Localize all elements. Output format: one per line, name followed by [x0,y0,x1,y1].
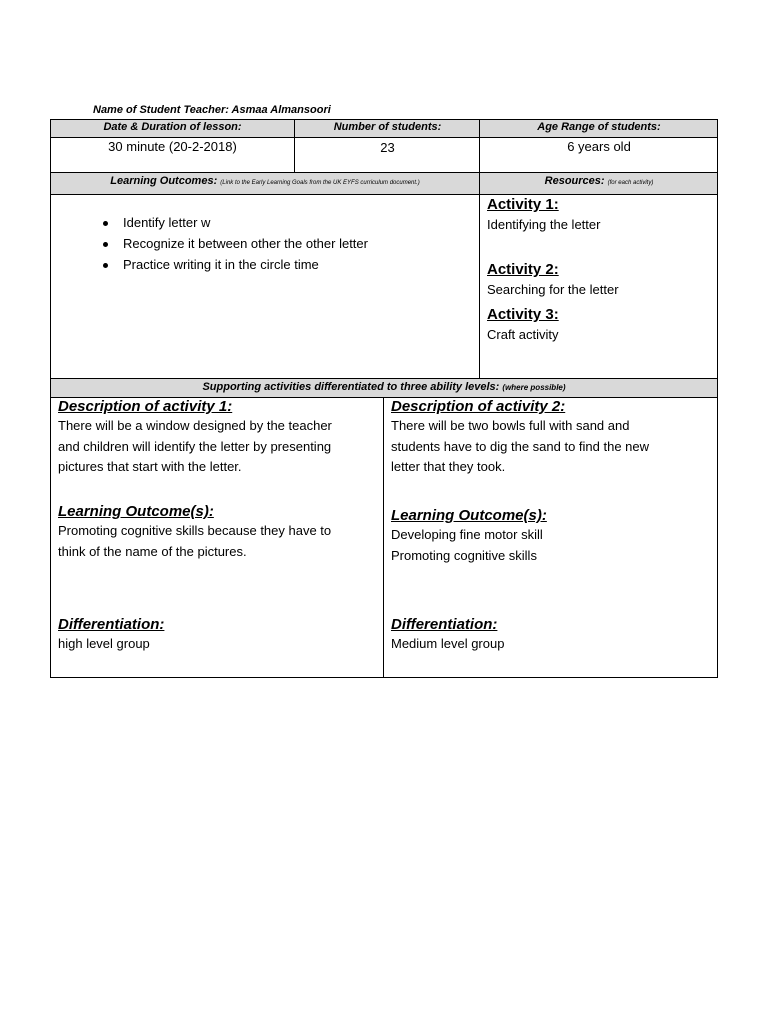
number-students-value: 23 [380,140,395,155]
activity-1-differentiation-title: Differentiation: [58,616,165,633]
activity-1-outcome-panel [58,503,380,562]
learning-outcomes-header [50,173,480,194]
outcome-item: Practice writing it in the circle time [100,254,470,275]
age-range-value: 6 years old [567,139,631,154]
activity-2-description [391,416,713,478]
resources-header [480,173,718,194]
column-divider [479,119,480,379]
table-border-bottom [50,677,718,678]
row-divider [50,378,718,379]
activity-2-differentiation-title: Differentiation: [391,616,498,633]
resource-activity-desc: Searching for the letter [487,282,619,297]
activity-1-description [58,416,380,478]
activity-2-outcome-panel [391,507,713,566]
resource-activity-1 [487,196,600,232]
date-duration-value: 30 minute (20-2-2018) [108,139,237,154]
activity-2-description-line: letter that they took. [391,459,506,474]
activity-1-panel [58,398,380,478]
outcome-item: Identify letter w [100,212,470,233]
table-border-right [717,119,718,678]
age-range-header [480,119,718,137]
activity-1-description-line: and children will identify the letter by presenting [58,438,332,454]
row-divider [50,137,718,138]
outcome-item: Recognize it between other the other letter [100,233,470,254]
row-divider [50,194,718,195]
resources-note: (for each activity) [607,180,654,186]
resource-activity-title: Activity 3: [487,306,559,323]
activity-1-description-line: pictures that start with the letter. [58,459,242,474]
date-duration-header [50,119,295,137]
activity-1-description-line: There will be a window designed by the teacher [58,418,332,433]
age-range-label: Age Range of students: [537,121,661,133]
resource-activity-title: Activity 1: [487,196,559,213]
resource-activity-desc: Craft activity [487,327,559,342]
activity-2-differentiation-panel [391,616,713,655]
supporting-activities-note: (where possible) [502,383,566,392]
activity-1-differentiation: high level group [58,636,150,651]
table-border-left [50,119,51,678]
column-divider [383,397,384,678]
resource-activity-3 [487,306,559,342]
learning-outcomes-note: (Link to the Early Learning Goals from the UK EYFS curriculum document.) [220,180,420,186]
table-border-top [50,119,718,120]
column-divider [294,119,295,173]
activity-2-description-line: There will be two bowls full with sand and [391,418,630,433]
learning-outcomes-label: Learning Outcomes: [110,175,218,187]
activity-1-outcome-title: Learning Outcome(s): [58,503,214,520]
activity-2-panel [391,398,713,478]
learning-outcomes-list [100,212,470,275]
activity-1-outcome [58,521,380,562]
activity-2-differentiation: Medium level group [391,636,505,651]
resource-activity-2 [487,261,619,297]
date-duration-label: Date & Duration of lesson: [103,121,242,133]
row-divider [50,397,718,398]
resource-activity-desc: Identifying the letter [487,217,601,232]
activity-2-outcome-line: Promoting cognitive skills [391,547,537,563]
activity-2-outcome [391,525,713,566]
student-teacher-name: Name of Student Teacher: Asmaa Almansoori [93,104,331,116]
supporting-activities-header [50,379,718,397]
row-divider [50,172,718,173]
resources-label: Resources: [544,175,605,187]
activity-1-outcome-line: think of the name of the pictures. [58,543,247,559]
activity-2-description-title: Description of activity 2: [391,398,566,415]
number-students-label: Number of students: [333,121,442,133]
activity-2-description-line: students have to dig the sand to find the new [391,438,650,454]
activity-1-outcome-line: Promoting cognitive skills because they have to [58,523,332,538]
activity-1-description-title: Description of activity 1: [58,398,233,415]
activity-2-outcome-title: Learning Outcome(s): [391,507,547,524]
resource-activity-title: Activity 2: [487,261,559,278]
number-students-header [295,119,480,137]
activity-2-outcome-line: Developing fine motor skill [391,527,543,542]
activity-1-differentiation-panel [58,616,380,655]
supporting-activities-label: Supporting activities differentiated to three ability levels: [202,381,500,393]
